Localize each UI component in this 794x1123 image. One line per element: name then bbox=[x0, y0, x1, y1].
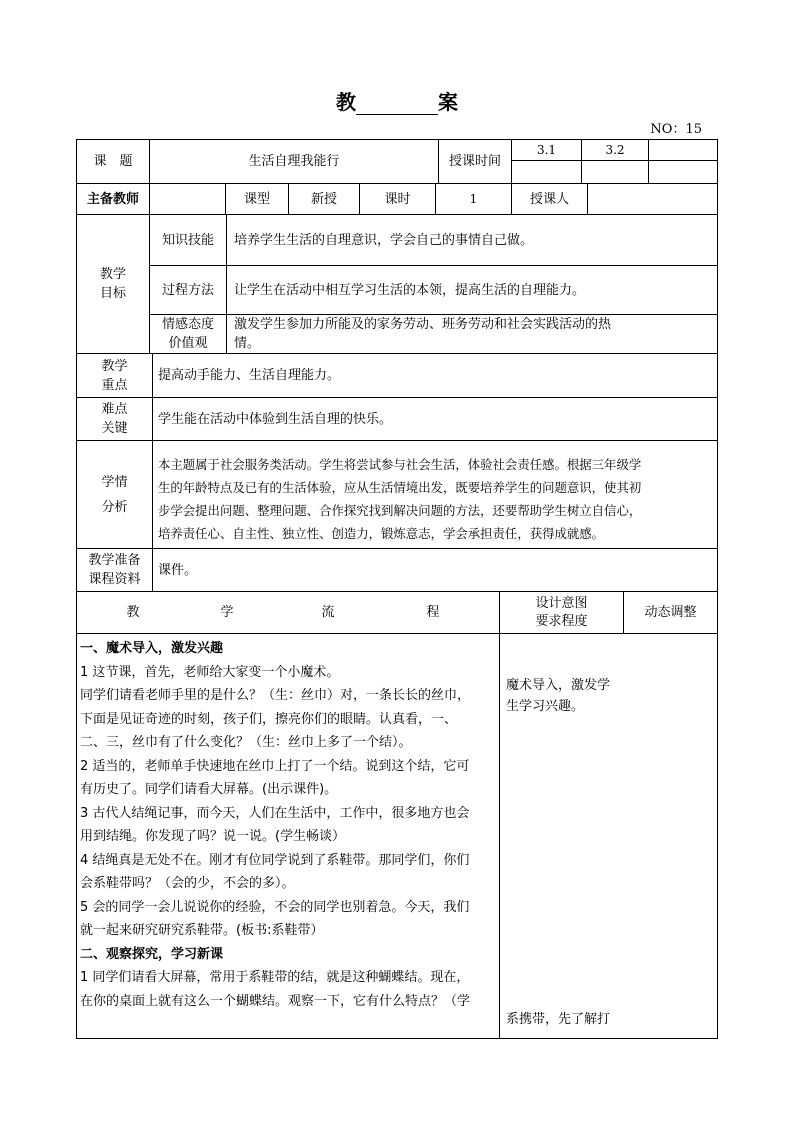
flow-line: 会系鞋带吗？（会的少，不会的多）。 bbox=[80, 876, 295, 891]
process-method-text: 让学生在活动中相互学习生活的本领，提高生活的自理能力。 bbox=[234, 282, 586, 298]
flow-header-char-4: 程 bbox=[426, 605, 440, 620]
topic-label: 课 题 bbox=[93, 154, 133, 169]
emotion-label-line-2: 价值观 bbox=[168, 336, 208, 351]
flow-line: 4 结绳真是无处不在。刚才有位同学说到了系鞋带。那同学们，你们 bbox=[80, 852, 470, 868]
dynamic-adjust-header: 动态调整 bbox=[644, 605, 697, 620]
focus-label-line-2: 重点 bbox=[101, 377, 128, 393]
flow-line: 2 适当的，老师单手快速地在丝巾上打了一个结。说到这个结，它可 bbox=[80, 758, 470, 774]
period-value: 1 bbox=[469, 191, 478, 206]
design-header-line-1: 设计意图 bbox=[535, 595, 588, 611]
lesson-type-label: 课型 bbox=[243, 191, 270, 207]
topic-value: 生活自理我能行 bbox=[248, 154, 340, 169]
learner-analysis-text bbox=[158, 453, 718, 545]
lesson-type-value: 新授 bbox=[310, 191, 337, 207]
flow-line: 二、三，丝巾有了什么变化？（生：丝巾上多了一个结）。 bbox=[80, 735, 412, 750]
analysis-label-line-1: 学情 bbox=[101, 474, 128, 490]
design-note-line-1: 魔术导入，激发学 bbox=[506, 678, 611, 693]
lecturer-label: 授课人 bbox=[529, 191, 569, 207]
analysis-line: 培养责任心、自主性、独立性、创造力，锻炼意志，学会承担责任，获得成就感。 bbox=[158, 526, 605, 541]
lead-teacher-value bbox=[150, 184, 225, 214]
teaching-flow-content bbox=[80, 637, 497, 1013]
period-label: 课时 bbox=[384, 191, 411, 207]
difficulty-label-line-1: 难点 bbox=[101, 402, 128, 417]
design-note-magic bbox=[506, 675, 621, 717]
knowledge-skills-label: 知识技能 bbox=[161, 232, 214, 248]
flow-header-char-2: 学 bbox=[220, 605, 234, 620]
difficulty-label-line-2: 关键 bbox=[101, 421, 128, 436]
class-time-label: 授课时间 bbox=[448, 154, 501, 169]
title-char-1: 教 bbox=[336, 90, 356, 114]
page-title bbox=[0, 86, 794, 115]
flow-line: 用到结绳。你发现了吗？说一说。(学生畅谈） bbox=[80, 829, 346, 844]
design-header-line-2: 要求程度 bbox=[535, 613, 588, 629]
flow-line: 同学们请看老师手里的是什么？（生：丝巾）对，一条长长的丝巾， bbox=[80, 688, 471, 703]
lecturer-value bbox=[588, 184, 717, 214]
lead-teacher-label: 主备教师 bbox=[86, 191, 139, 207]
analysis-line: 本主题属于社会服务类活动。学生将尝试参与社会生活，体验社会责任感。根据三年级学 bbox=[158, 457, 642, 472]
prep-label-line-1: 教学准备 bbox=[88, 553, 141, 568]
class-time-1: 3.1 bbox=[536, 142, 557, 157]
title-char-2: 案 bbox=[438, 90, 458, 114]
flow-heading: 一、魔术导入，激发兴趣 bbox=[80, 641, 224, 656]
analysis-line: 生的年龄特点及已有的生活体验，应从生活情境出发，既要培养学生的问题意识，使其初 bbox=[158, 480, 642, 495]
flow-line: 3 古代人结绳记事，而今天，人们在生活中，工作中，很多地方也会 bbox=[80, 805, 470, 821]
goals-label-line-1: 教学 bbox=[99, 267, 126, 282]
teaching-focus-text: 提高动手能力、生活自理能力。 bbox=[158, 368, 341, 383]
flow-line: 有历史了。同学们请看大屏幕。(出示课件)。 bbox=[80, 782, 338, 797]
analysis-line: 步学会提出问题、整理问题、合作探究找到解决问题的方法，还要帮助学生树立自信心， bbox=[158, 503, 642, 518]
teaching-focus-label bbox=[77, 354, 152, 397]
flow-line: 在你的桌面上就有这么一个蝴蝶结。观察一下，它有什么特点？（学 bbox=[80, 993, 471, 1009]
class-time-2: 3.2 bbox=[605, 142, 625, 157]
prep-materials-label bbox=[77, 549, 152, 591]
process-method-label: 过程方法 bbox=[161, 282, 214, 298]
teaching-goals-label bbox=[77, 215, 149, 353]
design-note-line-2: 生学习兴趣。 bbox=[506, 699, 585, 714]
difficulty-label bbox=[77, 398, 152, 440]
emotion-attitude-label bbox=[150, 315, 226, 353]
flow-header-char-1: 教 bbox=[126, 605, 140, 620]
flow-heading: 二、观察探究，学习新课 bbox=[80, 946, 224, 962]
goals-label-line-2: 目标 bbox=[99, 286, 126, 301]
flow-line: 1 同学们请看大屏幕，常用于系鞋带的结，就是这种蝴蝶结。现在， bbox=[80, 970, 470, 985]
emotion-text-line-2: 情。 bbox=[234, 336, 261, 351]
prep-materials-text: 课件。 bbox=[158, 562, 198, 578]
design-intent-header bbox=[500, 592, 623, 633]
analysis-label-line-2: 分析 bbox=[101, 499, 128, 515]
design-note-shoelace: 系携带，先了解打 bbox=[506, 1012, 611, 1027]
learner-analysis-label bbox=[77, 441, 152, 548]
emotion-attitude-text bbox=[234, 315, 714, 353]
focus-label-line-1: 教学 bbox=[101, 358, 128, 374]
emotion-text-line-1: 激发学生参加力所能及的家务劳动、班务劳动和社会实践活动的热 bbox=[234, 317, 612, 332]
knowledge-skills-text: 培养学生生活的自理意识，学会自己的事情自己做。 bbox=[234, 232, 534, 248]
difficulty-text: 学生能在活动中体验到生活自理的快乐。 bbox=[158, 411, 393, 427]
emotion-label-line-1: 情感态度 bbox=[161, 317, 214, 332]
prep-label-line-2: 课程资料 bbox=[88, 572, 141, 587]
flow-line: 下面是见证奇迹的时刻，孩子们，擦亮你们的眼睛。认真看，一、 bbox=[80, 711, 458, 727]
flow-line: 5 会的同学一会儿说说你的经验，不会的同学也别着急。今天，我们 bbox=[80, 899, 470, 915]
flow-header-char-3: 流 bbox=[321, 605, 335, 620]
flow-line: 就一起来研究研究系鞋带。(板书:系鞋带） bbox=[80, 923, 324, 938]
flow-line: 1 这节课，首先，老师给大家变一个小魔术。 bbox=[80, 664, 340, 680]
document-number: NO：15 bbox=[650, 122, 702, 137]
